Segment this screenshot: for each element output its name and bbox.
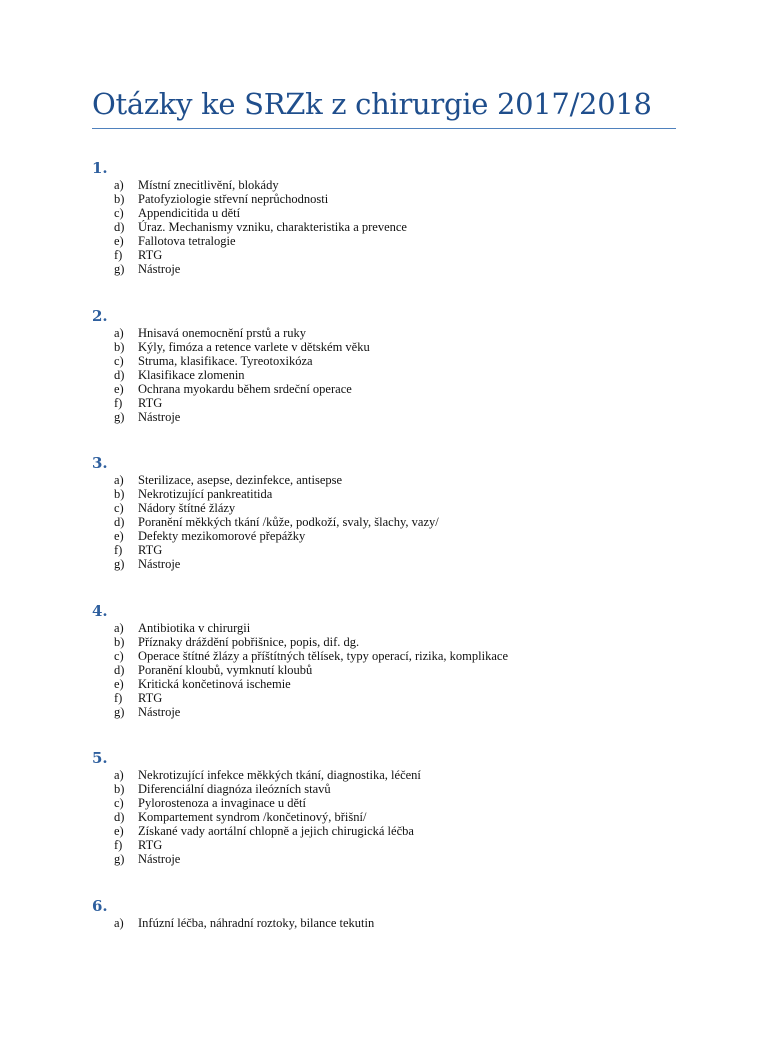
item-text: Klasifikace zlomenin: [138, 367, 245, 382]
item-text: Nekrotizující pankreatitida: [138, 487, 273, 502]
item-letter: d): [114, 367, 125, 382]
item-letter: g): [114, 852, 125, 867]
item-letter: f): [114, 395, 123, 410]
question-section: [0, 747, 768, 895]
item-text: Patofyziologie střevní neprůchodnosti: [138, 192, 329, 206]
item-letter: a): [114, 325, 124, 340]
item-text: Úraz. Mechanismy vzniku, charakteristika a prevence: [138, 220, 407, 234]
item-letter: c): [114, 353, 124, 368]
item-text: Poranění měkkých tkání /kůže, podkoží, svaly, šlachy, vazy/: [138, 515, 439, 530]
item-text: Operace štítné žlázy a příštítných tělísek, typy operací, rizika, komplikace: [138, 648, 508, 663]
question-section: [0, 895, 768, 1043]
document-title: Otázky ke SRZk z chirurgie 2017/2018: [92, 87, 652, 121]
item-text: Získané vady aortální chlopně a jejich chirugická léčba: [138, 824, 414, 839]
question-section: [0, 305, 768, 453]
item-letter: e): [114, 234, 124, 248]
item-letter: a): [114, 768, 124, 783]
item-text: Nástroje: [138, 409, 181, 424]
item-letter: b): [114, 634, 125, 649]
item-letter: f): [114, 838, 123, 853]
item-letter: c): [114, 206, 124, 220]
item-letter: f): [114, 248, 123, 262]
section-number: 4.: [92, 601, 108, 620]
item-text: Nástroje: [138, 852, 181, 867]
item-letter: f): [114, 543, 123, 558]
item-text: RTG: [138, 395, 163, 410]
item-letter: e): [114, 824, 124, 839]
item-text: Poranění kloubů, vymknutí kloubů: [138, 662, 313, 677]
question-section: [0, 600, 768, 748]
item-text: Sterilizace, asepse, dezinfekce, antisepse: [138, 473, 343, 488]
question-section: [0, 157, 768, 305]
item-text: Kýly, fimóza a retence varlete v dětském věku: [138, 339, 370, 354]
item-text: Kompartement syndrom /končetinový, břišní/: [138, 810, 367, 825]
section-number: 6.: [92, 896, 108, 915]
item-letter: e): [114, 676, 124, 691]
item-letter: e): [114, 381, 124, 396]
title-underline: [92, 128, 676, 129]
item-letter: a): [114, 620, 124, 635]
item-letter: b): [114, 487, 125, 502]
item-letter: e): [114, 529, 124, 544]
item-letter: d): [114, 220, 125, 234]
item-text: Hnisavá onemocnění prstů a ruky: [138, 325, 307, 340]
item-letter: a): [114, 915, 124, 930]
section-number: 5.: [92, 749, 108, 768]
item-text: Nástroje: [138, 262, 181, 276]
item-letter: b): [114, 192, 125, 206]
item-text: Appendicitida u dětí: [138, 206, 241, 220]
item-letter: g): [114, 262, 125, 276]
item-text: RTG: [138, 543, 163, 558]
item-text: Defekty mezikomorové přepážky: [138, 529, 306, 544]
item-text: Fallotova tetralogie: [138, 234, 236, 248]
item-text: Nástroje: [138, 704, 181, 719]
section-number: 2.: [92, 306, 108, 325]
item-letter: b): [114, 782, 125, 797]
item-text: RTG: [138, 248, 163, 262]
item-text: RTG: [138, 690, 163, 705]
item-text: RTG: [138, 838, 163, 853]
item-letter: g): [114, 409, 125, 424]
item-letter: f): [114, 690, 123, 705]
item-text: Struma, klasifikace. Tyreotoxikóza: [138, 353, 313, 368]
item-text: Nekrotizující infekce měkkých tkání, diagnostika, léčení: [138, 768, 421, 783]
item-letter: d): [114, 515, 125, 530]
item-letter: d): [114, 810, 125, 825]
item-text: Místní znecitlivění, blokády: [138, 178, 279, 192]
item-text: Pylorostenoza a invaginace u dětí: [138, 796, 306, 811]
item-letter: c): [114, 796, 124, 811]
item-letter: c): [114, 648, 124, 663]
item-letter: g): [114, 704, 125, 719]
item-text: Antibiotika v chirurgii: [138, 620, 251, 635]
item-text: Diferenciální diagnóza ileózních stavů: [138, 782, 331, 797]
item-letter: a): [114, 473, 124, 488]
item-text: Infúzní léčba, náhradní roztoky, bilance tekutin: [138, 915, 375, 930]
item-letter: c): [114, 501, 124, 516]
item-letter: b): [114, 339, 125, 354]
item-text: Ochrana myokardu během srdeční operace: [138, 381, 352, 396]
item-text: Kritická končetinová ischemie: [138, 676, 291, 691]
item-text: Příznaky dráždění pobřišnice, popis, dif. dg.: [138, 634, 360, 649]
item-letter: a): [114, 178, 124, 192]
section-number: 1.: [92, 159, 108, 177]
item-letter: d): [114, 662, 125, 677]
item-letter: g): [114, 557, 125, 572]
section-number: 3.: [92, 454, 108, 473]
question-sections: [0, 157, 768, 1043]
item-text: Nádory štítné žlázy: [138, 501, 236, 516]
item-text: Nástroje: [138, 557, 181, 572]
question-section: [0, 452, 768, 600]
